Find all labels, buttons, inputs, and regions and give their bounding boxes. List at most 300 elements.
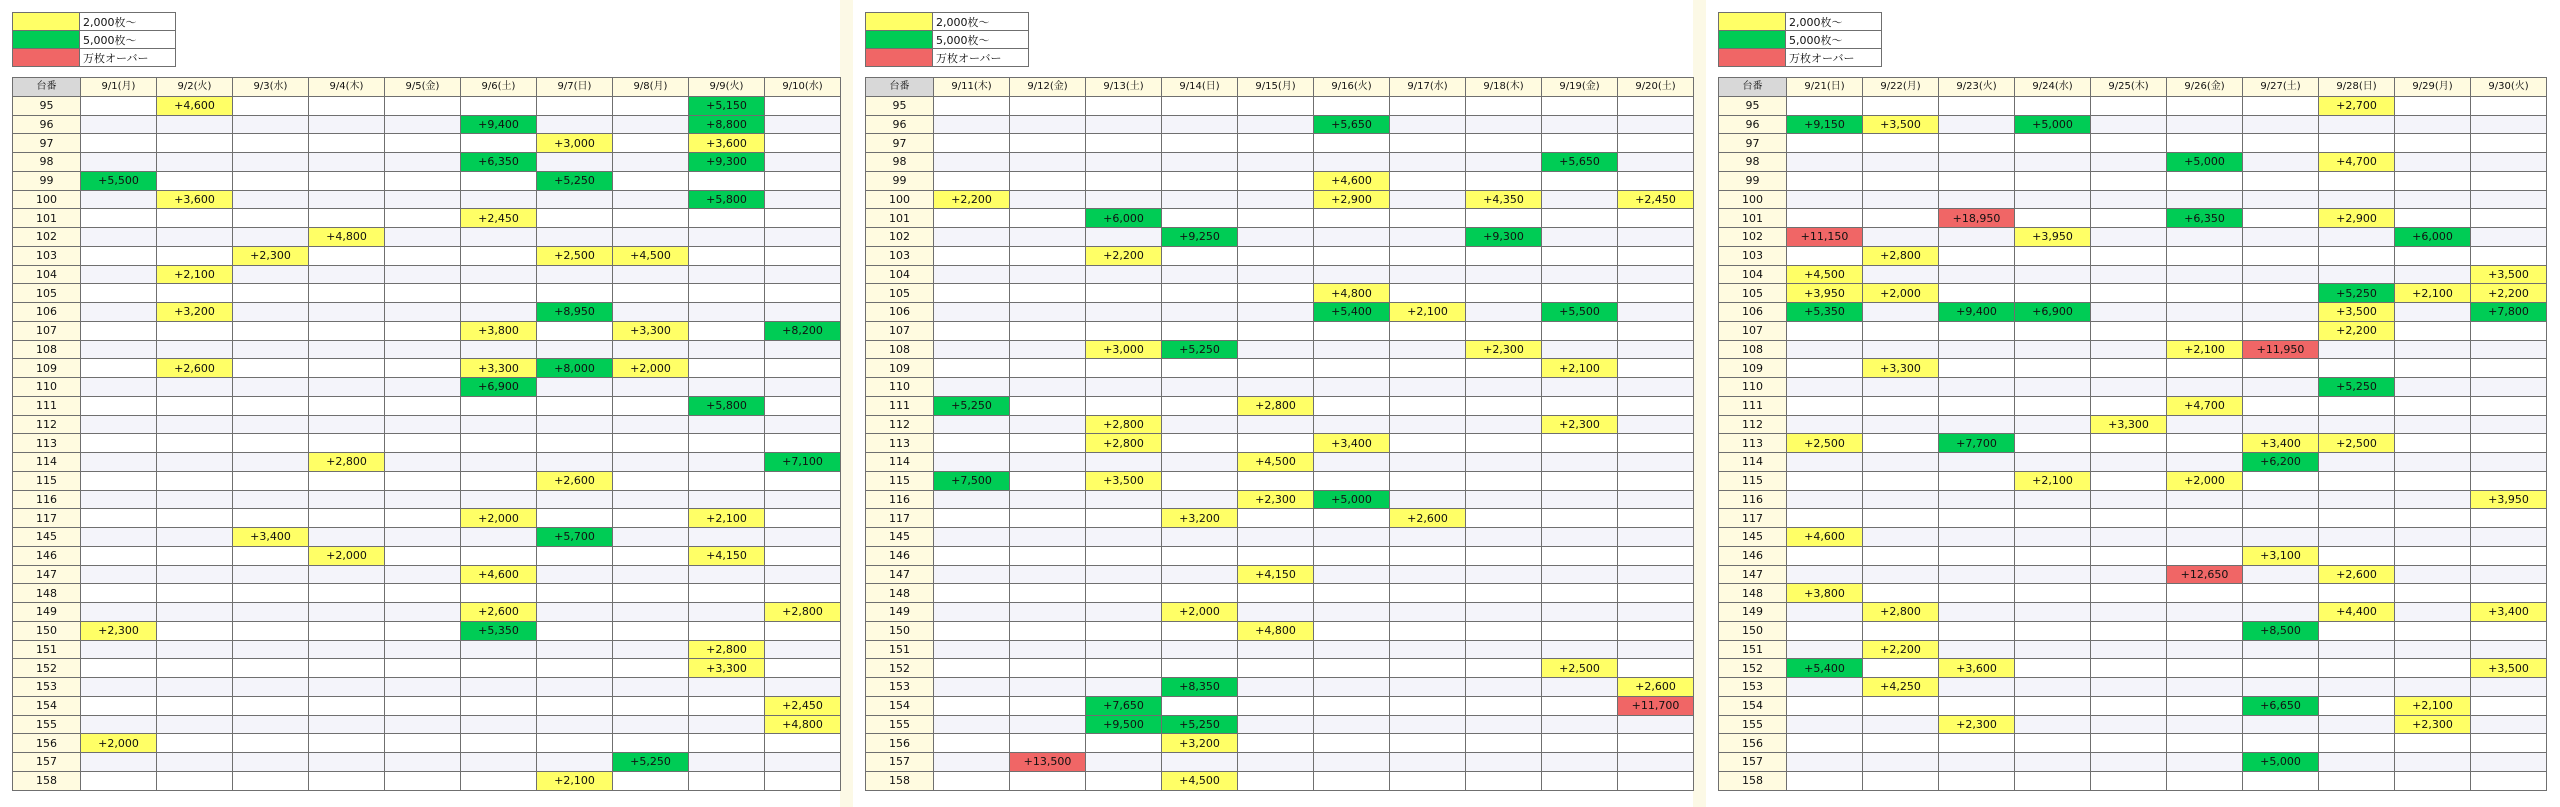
payout-cell: +2,800 bbox=[1863, 603, 1939, 622]
empty-cell bbox=[613, 96, 689, 115]
empty-cell bbox=[2319, 753, 2395, 772]
empty-cell bbox=[1542, 228, 1618, 247]
empty-cell bbox=[1238, 321, 1314, 340]
empty-cell bbox=[1314, 621, 1390, 640]
empty-cell bbox=[81, 209, 157, 228]
empty-cell bbox=[2167, 134, 2243, 153]
empty-cell bbox=[613, 171, 689, 190]
empty-cell bbox=[2243, 134, 2319, 153]
empty-cell bbox=[2091, 303, 2167, 322]
empty-cell bbox=[1086, 359, 1162, 378]
empty-cell bbox=[461, 528, 537, 547]
machine-number: 151 bbox=[866, 640, 934, 659]
empty-cell bbox=[1086, 171, 1162, 190]
empty-cell bbox=[1939, 415, 2015, 434]
payout-cell: +6,900 bbox=[2015, 303, 2091, 322]
empty-cell bbox=[461, 753, 537, 772]
empty-cell bbox=[934, 415, 1010, 434]
payout-cell: +5,000 bbox=[2167, 153, 2243, 172]
empty-cell bbox=[81, 471, 157, 490]
empty-cell bbox=[1238, 359, 1314, 378]
empty-cell bbox=[461, 396, 537, 415]
table-row bbox=[866, 284, 1694, 303]
payout-table bbox=[865, 77, 1694, 791]
empty-cell bbox=[765, 209, 841, 228]
empty-cell bbox=[233, 546, 309, 565]
machine-number: 109 bbox=[866, 359, 934, 378]
empty-cell bbox=[2167, 378, 2243, 397]
empty-cell bbox=[1939, 621, 2015, 640]
machine-number: 158 bbox=[1719, 771, 1787, 790]
empty-cell bbox=[1618, 771, 1694, 790]
table-row bbox=[13, 696, 841, 715]
header-date: 9/8(月) bbox=[613, 78, 689, 97]
empty-cell bbox=[1863, 546, 1939, 565]
empty-cell bbox=[233, 265, 309, 284]
empty-cell bbox=[81, 153, 157, 172]
empty-cell bbox=[2091, 209, 2167, 228]
empty-cell bbox=[2471, 228, 2547, 247]
table-row bbox=[13, 528, 841, 547]
empty-cell bbox=[613, 153, 689, 172]
empty-cell bbox=[2015, 265, 2091, 284]
empty-cell bbox=[2395, 396, 2471, 415]
empty-cell bbox=[765, 134, 841, 153]
empty-cell bbox=[1086, 265, 1162, 284]
empty-cell bbox=[689, 340, 765, 359]
table-row bbox=[1719, 359, 2547, 378]
empty-cell bbox=[1162, 359, 1238, 378]
empty-cell bbox=[1863, 565, 1939, 584]
empty-cell bbox=[1863, 715, 1939, 734]
payout-cell: +2,800 bbox=[765, 603, 841, 622]
empty-cell bbox=[2091, 228, 2167, 247]
empty-cell bbox=[2395, 678, 2471, 697]
empty-cell bbox=[537, 621, 613, 640]
empty-cell bbox=[1086, 378, 1162, 397]
empty-cell bbox=[1162, 96, 1238, 115]
empty-cell bbox=[157, 246, 233, 265]
empty-cell bbox=[233, 153, 309, 172]
machine-number: 106 bbox=[13, 303, 81, 322]
empty-cell bbox=[157, 153, 233, 172]
empty-cell bbox=[1010, 359, 1086, 378]
empty-cell bbox=[157, 528, 233, 547]
empty-cell bbox=[1863, 134, 1939, 153]
header-date: 9/20(土) bbox=[1618, 78, 1694, 97]
empty-cell bbox=[1787, 359, 1863, 378]
empty-cell bbox=[2091, 96, 2167, 115]
empty-cell bbox=[157, 453, 233, 472]
empty-cell bbox=[2319, 490, 2395, 509]
empty-cell bbox=[2091, 734, 2167, 753]
empty-cell bbox=[1086, 396, 1162, 415]
payout-cell: +4,250 bbox=[1863, 678, 1939, 697]
empty-cell bbox=[2015, 734, 2091, 753]
machine-number: 154 bbox=[13, 696, 81, 715]
empty-cell bbox=[2015, 640, 2091, 659]
empty-cell bbox=[1162, 190, 1238, 209]
machine-number: 101 bbox=[1719, 209, 1787, 228]
payout-cell: +3,300 bbox=[2091, 415, 2167, 434]
empty-cell bbox=[1787, 246, 1863, 265]
empty-cell bbox=[157, 640, 233, 659]
empty-cell bbox=[934, 303, 1010, 322]
payout-cell: +2,000 bbox=[309, 546, 385, 565]
empty-cell bbox=[689, 303, 765, 322]
payout-cell: +5,250 bbox=[537, 171, 613, 190]
empty-cell bbox=[689, 321, 765, 340]
payout-cell: +2,300 bbox=[1466, 340, 1542, 359]
empty-cell bbox=[2395, 528, 2471, 547]
header-date: 9/11(木) bbox=[934, 78, 1010, 97]
empty-cell bbox=[1466, 359, 1542, 378]
empty-cell bbox=[309, 678, 385, 697]
empty-cell bbox=[2471, 678, 2547, 697]
empty-cell bbox=[1939, 340, 2015, 359]
empty-cell bbox=[1787, 753, 1863, 772]
payout-cell: +5,250 bbox=[1162, 715, 1238, 734]
payout-cell: +2,450 bbox=[765, 696, 841, 715]
table-row bbox=[13, 284, 841, 303]
empty-cell bbox=[2167, 584, 2243, 603]
empty-cell bbox=[2319, 640, 2395, 659]
empty-cell bbox=[2319, 659, 2395, 678]
empty-cell bbox=[1162, 471, 1238, 490]
empty-cell bbox=[1010, 509, 1086, 528]
machine-number: 154 bbox=[1719, 696, 1787, 715]
table-row bbox=[866, 115, 1694, 134]
empty-cell bbox=[1314, 584, 1390, 603]
empty-cell bbox=[1314, 753, 1390, 772]
table-row bbox=[13, 115, 841, 134]
payout-cell: +2,200 bbox=[1086, 246, 1162, 265]
empty-cell bbox=[1010, 584, 1086, 603]
empty-cell bbox=[1466, 659, 1542, 678]
payout-cell: +5,500 bbox=[1542, 303, 1618, 322]
empty-cell bbox=[1010, 715, 1086, 734]
payout-cell: +8,800 bbox=[689, 115, 765, 134]
empty-cell bbox=[1390, 321, 1466, 340]
empty-cell bbox=[765, 284, 841, 303]
empty-cell bbox=[461, 340, 537, 359]
machine-number: 117 bbox=[866, 509, 934, 528]
empty-cell bbox=[81, 715, 157, 734]
legend-label: 5,000枚～ bbox=[933, 31, 1029, 49]
empty-cell bbox=[1863, 303, 1939, 322]
empty-cell bbox=[1238, 228, 1314, 247]
empty-cell bbox=[2471, 321, 2547, 340]
empty-cell bbox=[385, 453, 461, 472]
payout-cell: +2,500 bbox=[1542, 659, 1618, 678]
empty-cell bbox=[1618, 96, 1694, 115]
machine-number: 98 bbox=[13, 153, 81, 172]
empty-cell bbox=[385, 640, 461, 659]
empty-cell bbox=[1939, 490, 2015, 509]
payout-cell: +12,650 bbox=[2167, 565, 2243, 584]
payout-cell: +3,300 bbox=[461, 359, 537, 378]
empty-cell bbox=[1010, 340, 1086, 359]
empty-cell bbox=[157, 603, 233, 622]
empty-cell bbox=[1939, 284, 2015, 303]
table-row bbox=[13, 490, 841, 509]
empty-cell bbox=[1618, 340, 1694, 359]
machine-number: 111 bbox=[1719, 396, 1787, 415]
empty-cell bbox=[2471, 153, 2547, 172]
empty-cell bbox=[1010, 546, 1086, 565]
empty-cell bbox=[2167, 528, 2243, 547]
empty-cell bbox=[689, 265, 765, 284]
empty-cell bbox=[1542, 96, 1618, 115]
empty-cell bbox=[385, 209, 461, 228]
empty-cell bbox=[1010, 621, 1086, 640]
table-row bbox=[1719, 115, 2547, 134]
empty-cell bbox=[1939, 378, 2015, 397]
header-date: 9/19(金) bbox=[1542, 78, 1618, 97]
empty-cell bbox=[461, 696, 537, 715]
empty-cell bbox=[613, 303, 689, 322]
empty-cell bbox=[934, 715, 1010, 734]
empty-cell bbox=[1863, 265, 1939, 284]
empty-cell bbox=[461, 640, 537, 659]
empty-cell bbox=[1939, 96, 2015, 115]
empty-cell bbox=[385, 134, 461, 153]
empty-cell bbox=[689, 771, 765, 790]
payout-cell: +9,500 bbox=[1086, 715, 1162, 734]
table-row bbox=[1719, 96, 2547, 115]
payout-cell: +2,300 bbox=[2395, 715, 2471, 734]
empty-cell bbox=[613, 603, 689, 622]
machine-number: 109 bbox=[1719, 359, 1787, 378]
empty-cell bbox=[1162, 565, 1238, 584]
machine-number: 156 bbox=[13, 734, 81, 753]
header-date: 9/4(木) bbox=[309, 78, 385, 97]
empty-cell bbox=[385, 321, 461, 340]
empty-cell bbox=[2395, 434, 2471, 453]
empty-cell bbox=[1618, 659, 1694, 678]
empty-cell bbox=[934, 453, 1010, 472]
empty-cell bbox=[309, 734, 385, 753]
empty-cell bbox=[1466, 565, 1542, 584]
empty-cell bbox=[385, 303, 461, 322]
empty-cell bbox=[2015, 584, 2091, 603]
machine-number: 117 bbox=[13, 509, 81, 528]
empty-cell bbox=[1314, 153, 1390, 172]
empty-cell bbox=[309, 134, 385, 153]
empty-cell bbox=[537, 265, 613, 284]
payout-cell: +3,300 bbox=[1863, 359, 1939, 378]
empty-cell bbox=[2395, 453, 2471, 472]
empty-cell bbox=[2015, 209, 2091, 228]
table-row bbox=[866, 471, 1694, 490]
empty-cell bbox=[2243, 678, 2319, 697]
empty-cell bbox=[309, 96, 385, 115]
payout-cell: +9,400 bbox=[1939, 303, 2015, 322]
empty-cell bbox=[1086, 584, 1162, 603]
empty-cell bbox=[1314, 134, 1390, 153]
empty-cell bbox=[1466, 321, 1542, 340]
machine-number: 108 bbox=[1719, 340, 1787, 359]
empty-cell bbox=[1086, 453, 1162, 472]
empty-cell bbox=[765, 734, 841, 753]
empty-cell bbox=[1010, 565, 1086, 584]
empty-cell bbox=[2395, 378, 2471, 397]
empty-cell bbox=[1863, 621, 1939, 640]
empty-cell bbox=[1010, 284, 1086, 303]
header-date: 9/17(水) bbox=[1390, 78, 1466, 97]
empty-cell bbox=[2015, 321, 2091, 340]
empty-cell bbox=[1863, 696, 1939, 715]
empty-cell bbox=[233, 134, 309, 153]
machine-number: 152 bbox=[1719, 659, 1787, 678]
empty-cell bbox=[157, 228, 233, 247]
empty-cell bbox=[1010, 321, 1086, 340]
empty-cell bbox=[1314, 771, 1390, 790]
empty-cell bbox=[2091, 321, 2167, 340]
header-date: 9/10(水) bbox=[765, 78, 841, 97]
empty-cell bbox=[1466, 753, 1542, 772]
empty-cell bbox=[1086, 284, 1162, 303]
empty-cell bbox=[2243, 509, 2319, 528]
empty-cell bbox=[2243, 396, 2319, 415]
machine-number: 105 bbox=[13, 284, 81, 303]
machine-number: 99 bbox=[1719, 171, 1787, 190]
machine-number: 145 bbox=[13, 528, 81, 547]
empty-cell bbox=[2395, 340, 2471, 359]
empty-cell bbox=[537, 340, 613, 359]
table-row bbox=[866, 228, 1694, 247]
header-date: 9/14(日) bbox=[1162, 78, 1238, 97]
empty-cell bbox=[934, 284, 1010, 303]
empty-cell bbox=[2091, 528, 2167, 547]
empty-cell bbox=[1939, 753, 2015, 772]
empty-cell bbox=[1618, 359, 1694, 378]
header-machine-number: 台番 bbox=[866, 78, 934, 97]
empty-cell bbox=[1314, 396, 1390, 415]
empty-cell bbox=[765, 378, 841, 397]
table-row bbox=[13, 303, 841, 322]
empty-cell bbox=[2319, 546, 2395, 565]
empty-cell bbox=[934, 528, 1010, 547]
empty-cell bbox=[233, 621, 309, 640]
empty-cell bbox=[765, 115, 841, 134]
empty-cell bbox=[1010, 603, 1086, 622]
payout-cell: +3,400 bbox=[233, 528, 309, 547]
table-row bbox=[866, 153, 1694, 172]
payout-cell: +3,950 bbox=[2015, 228, 2091, 247]
empty-cell bbox=[2015, 715, 2091, 734]
empty-cell bbox=[1618, 265, 1694, 284]
empty-cell bbox=[461, 546, 537, 565]
machine-number: 152 bbox=[866, 659, 934, 678]
empty-cell bbox=[309, 659, 385, 678]
payout-cell: +11,150 bbox=[1787, 228, 1863, 247]
empty-cell bbox=[1314, 209, 1390, 228]
payout-cell: +2,300 bbox=[1542, 415, 1618, 434]
empty-cell bbox=[385, 490, 461, 509]
empty-cell bbox=[537, 228, 613, 247]
header-date: 9/13(土) bbox=[1086, 78, 1162, 97]
machine-number: 96 bbox=[13, 115, 81, 134]
empty-cell bbox=[1162, 265, 1238, 284]
empty-cell bbox=[2243, 265, 2319, 284]
empty-cell bbox=[2395, 734, 2471, 753]
payout-cell: +6,350 bbox=[461, 153, 537, 172]
empty-cell bbox=[233, 659, 309, 678]
empty-cell bbox=[1314, 546, 1390, 565]
machine-number: 102 bbox=[1719, 228, 1787, 247]
empty-cell bbox=[461, 96, 537, 115]
payout-cell: +2,000 bbox=[1162, 603, 1238, 622]
table-row bbox=[13, 734, 841, 753]
empty-cell bbox=[1939, 678, 2015, 697]
payout-cell: +2,300 bbox=[1238, 490, 1314, 509]
header-date: 9/28(日) bbox=[2319, 78, 2395, 97]
empty-cell bbox=[2091, 621, 2167, 640]
table-row bbox=[13, 378, 841, 397]
table-row bbox=[13, 134, 841, 153]
header-date: 9/23(火) bbox=[1939, 78, 2015, 97]
payout-cell: +3,950 bbox=[1787, 284, 1863, 303]
empty-cell bbox=[1162, 321, 1238, 340]
table-row bbox=[866, 621, 1694, 640]
empty-cell bbox=[233, 228, 309, 247]
payout-cell: +2,600 bbox=[157, 359, 233, 378]
table-row bbox=[1719, 246, 2547, 265]
empty-cell bbox=[613, 546, 689, 565]
empty-cell bbox=[1863, 378, 1939, 397]
table-row bbox=[1719, 378, 2547, 397]
empty-cell bbox=[613, 340, 689, 359]
empty-cell bbox=[309, 771, 385, 790]
empty-cell bbox=[233, 715, 309, 734]
empty-cell bbox=[157, 771, 233, 790]
empty-cell bbox=[1863, 228, 1939, 247]
empty-cell bbox=[233, 771, 309, 790]
table-row bbox=[13, 434, 841, 453]
empty-cell bbox=[2167, 171, 2243, 190]
empty-cell bbox=[233, 603, 309, 622]
payout-cell: +2,200 bbox=[1863, 640, 1939, 659]
empty-cell bbox=[233, 171, 309, 190]
empty-cell bbox=[765, 621, 841, 640]
empty-cell bbox=[2015, 96, 2091, 115]
machine-number: 148 bbox=[866, 584, 934, 603]
machine-number: 103 bbox=[1719, 246, 1787, 265]
empty-cell bbox=[2319, 340, 2395, 359]
empty-cell bbox=[157, 753, 233, 772]
empty-cell bbox=[1390, 415, 1466, 434]
empty-cell bbox=[2243, 490, 2319, 509]
empty-cell bbox=[461, 190, 537, 209]
empty-cell bbox=[1618, 115, 1694, 134]
payout-cell: +7,700 bbox=[1939, 434, 2015, 453]
empty-cell bbox=[1863, 340, 1939, 359]
empty-cell bbox=[2243, 415, 2319, 434]
empty-cell bbox=[1390, 284, 1466, 303]
empty-cell bbox=[1618, 303, 1694, 322]
table-row bbox=[866, 396, 1694, 415]
empty-cell bbox=[934, 565, 1010, 584]
payout-cell: +2,000 bbox=[461, 509, 537, 528]
table-row bbox=[13, 753, 841, 772]
empty-cell bbox=[689, 246, 765, 265]
empty-cell bbox=[537, 453, 613, 472]
empty-cell bbox=[1314, 471, 1390, 490]
machine-number: 149 bbox=[13, 603, 81, 622]
empty-cell bbox=[2091, 490, 2167, 509]
empty-cell bbox=[81, 603, 157, 622]
